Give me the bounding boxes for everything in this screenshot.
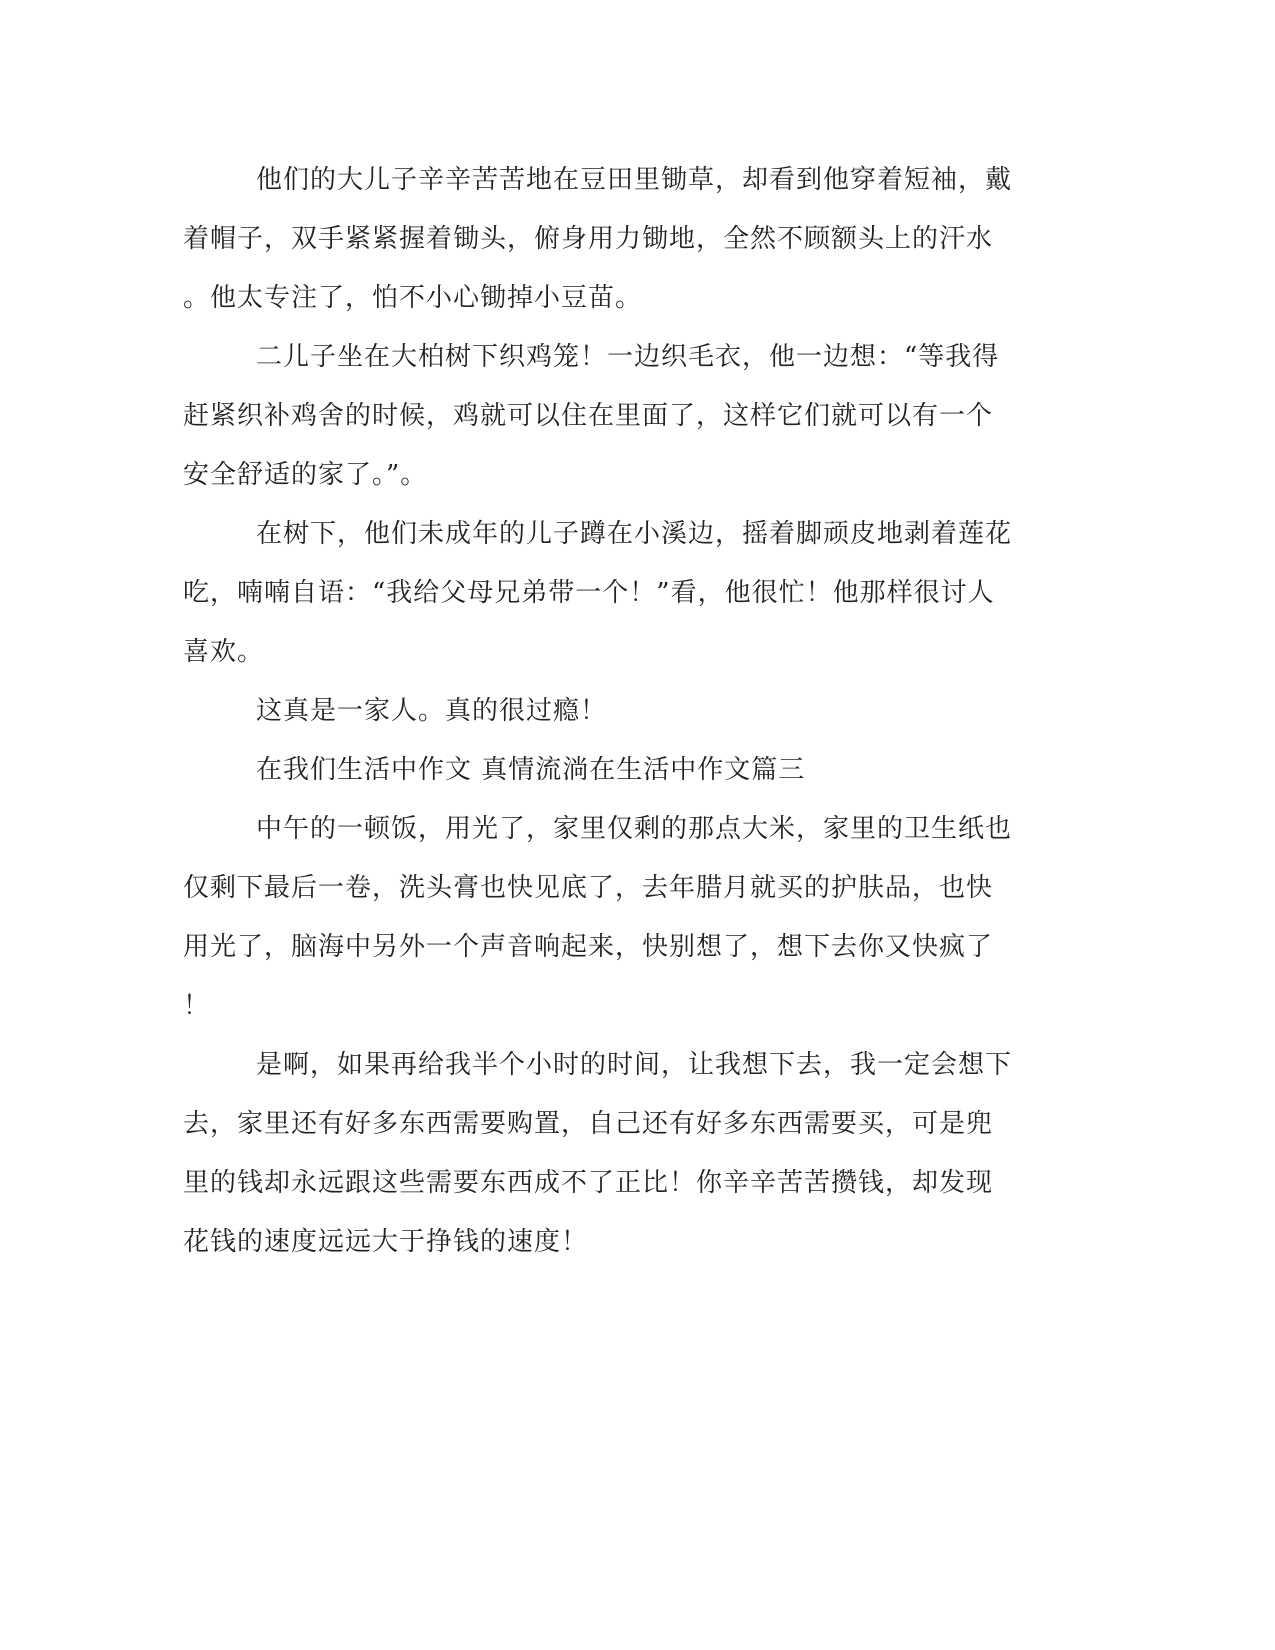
section-heading: 在我们生活中作文 真情流淌在生活中作文篇三 [256,755,806,785]
paragraph-3-line-1: 在树下，他们未成年的儿子蹲在小溪边，摇着脚顽皮地剥着莲花 [256,519,1013,549]
paragraph-1-line-1: 他们的大儿子辛辛苦苦地在豆田里锄草，却看到他穿着短袖，戴 [256,165,1013,195]
paragraph-5-line-4: ！ [183,991,211,1021]
paragraph-5-line-1: 中午的一顿饭，用光了，家里仅剩的那点大米，家里的卫生纸也 [256,814,1013,844]
paragraph-2-line-1: 二儿子坐在大柏树下织鸡笼！一边织毛衣，他一边想：“等我得 [256,342,1000,372]
paragraph-3-line-3: 喜欢。 [183,637,265,667]
paragraph-6-line-1: 是啊，如果再给我半个小时的时间，让我想下去，我一定会想下 [256,1050,1013,1080]
paragraph-6-line-2: 去，家里还有好多东西需要购置，自己还有好多东西需要买，可是兜 [183,1109,994,1139]
paragraph-3-line-2: 吃，喃喃自语：“我给父母兄弟带一个！”看，他很忙！他那样很讨人 [183,578,995,608]
paragraph-6-line-3: 里的钱却永远跟这些需要东西成不了正比！你辛辛苦苦攒钱，却发现 [183,1168,994,1198]
paragraph-2-line-2: 赶紧织补鸡舍的时候，鸡就可以住在里面了，这样它们就可以有一个 [183,401,994,431]
paragraph-1-line-2: 着帽子，双手紧紧握着锄头，俯身用力锄地，全然不顾额头上的汗水 [183,224,994,254]
paragraph-6-line-4: 花钱的速度远远大于挣钱的速度！ [183,1227,589,1257]
paragraph-2-line-3: 安全舒适的家了。”。 [183,460,428,490]
paragraph-5-line-2: 仅剩下最后一卷，洗头膏也快见底了，去年腊月就买的护肤品，也快 [183,873,994,903]
paragraph-4-line-1: 这真是一家人。真的很过瘾！ [256,696,608,726]
paragraph-5-line-3: 用光了，脑海中另外一个声音响起来，快别想了，想下去你又快疯了 [183,932,994,962]
paragraph-1-line-3: 。他太专注了，怕不小心锄掉小豆苗。 [183,283,643,313]
